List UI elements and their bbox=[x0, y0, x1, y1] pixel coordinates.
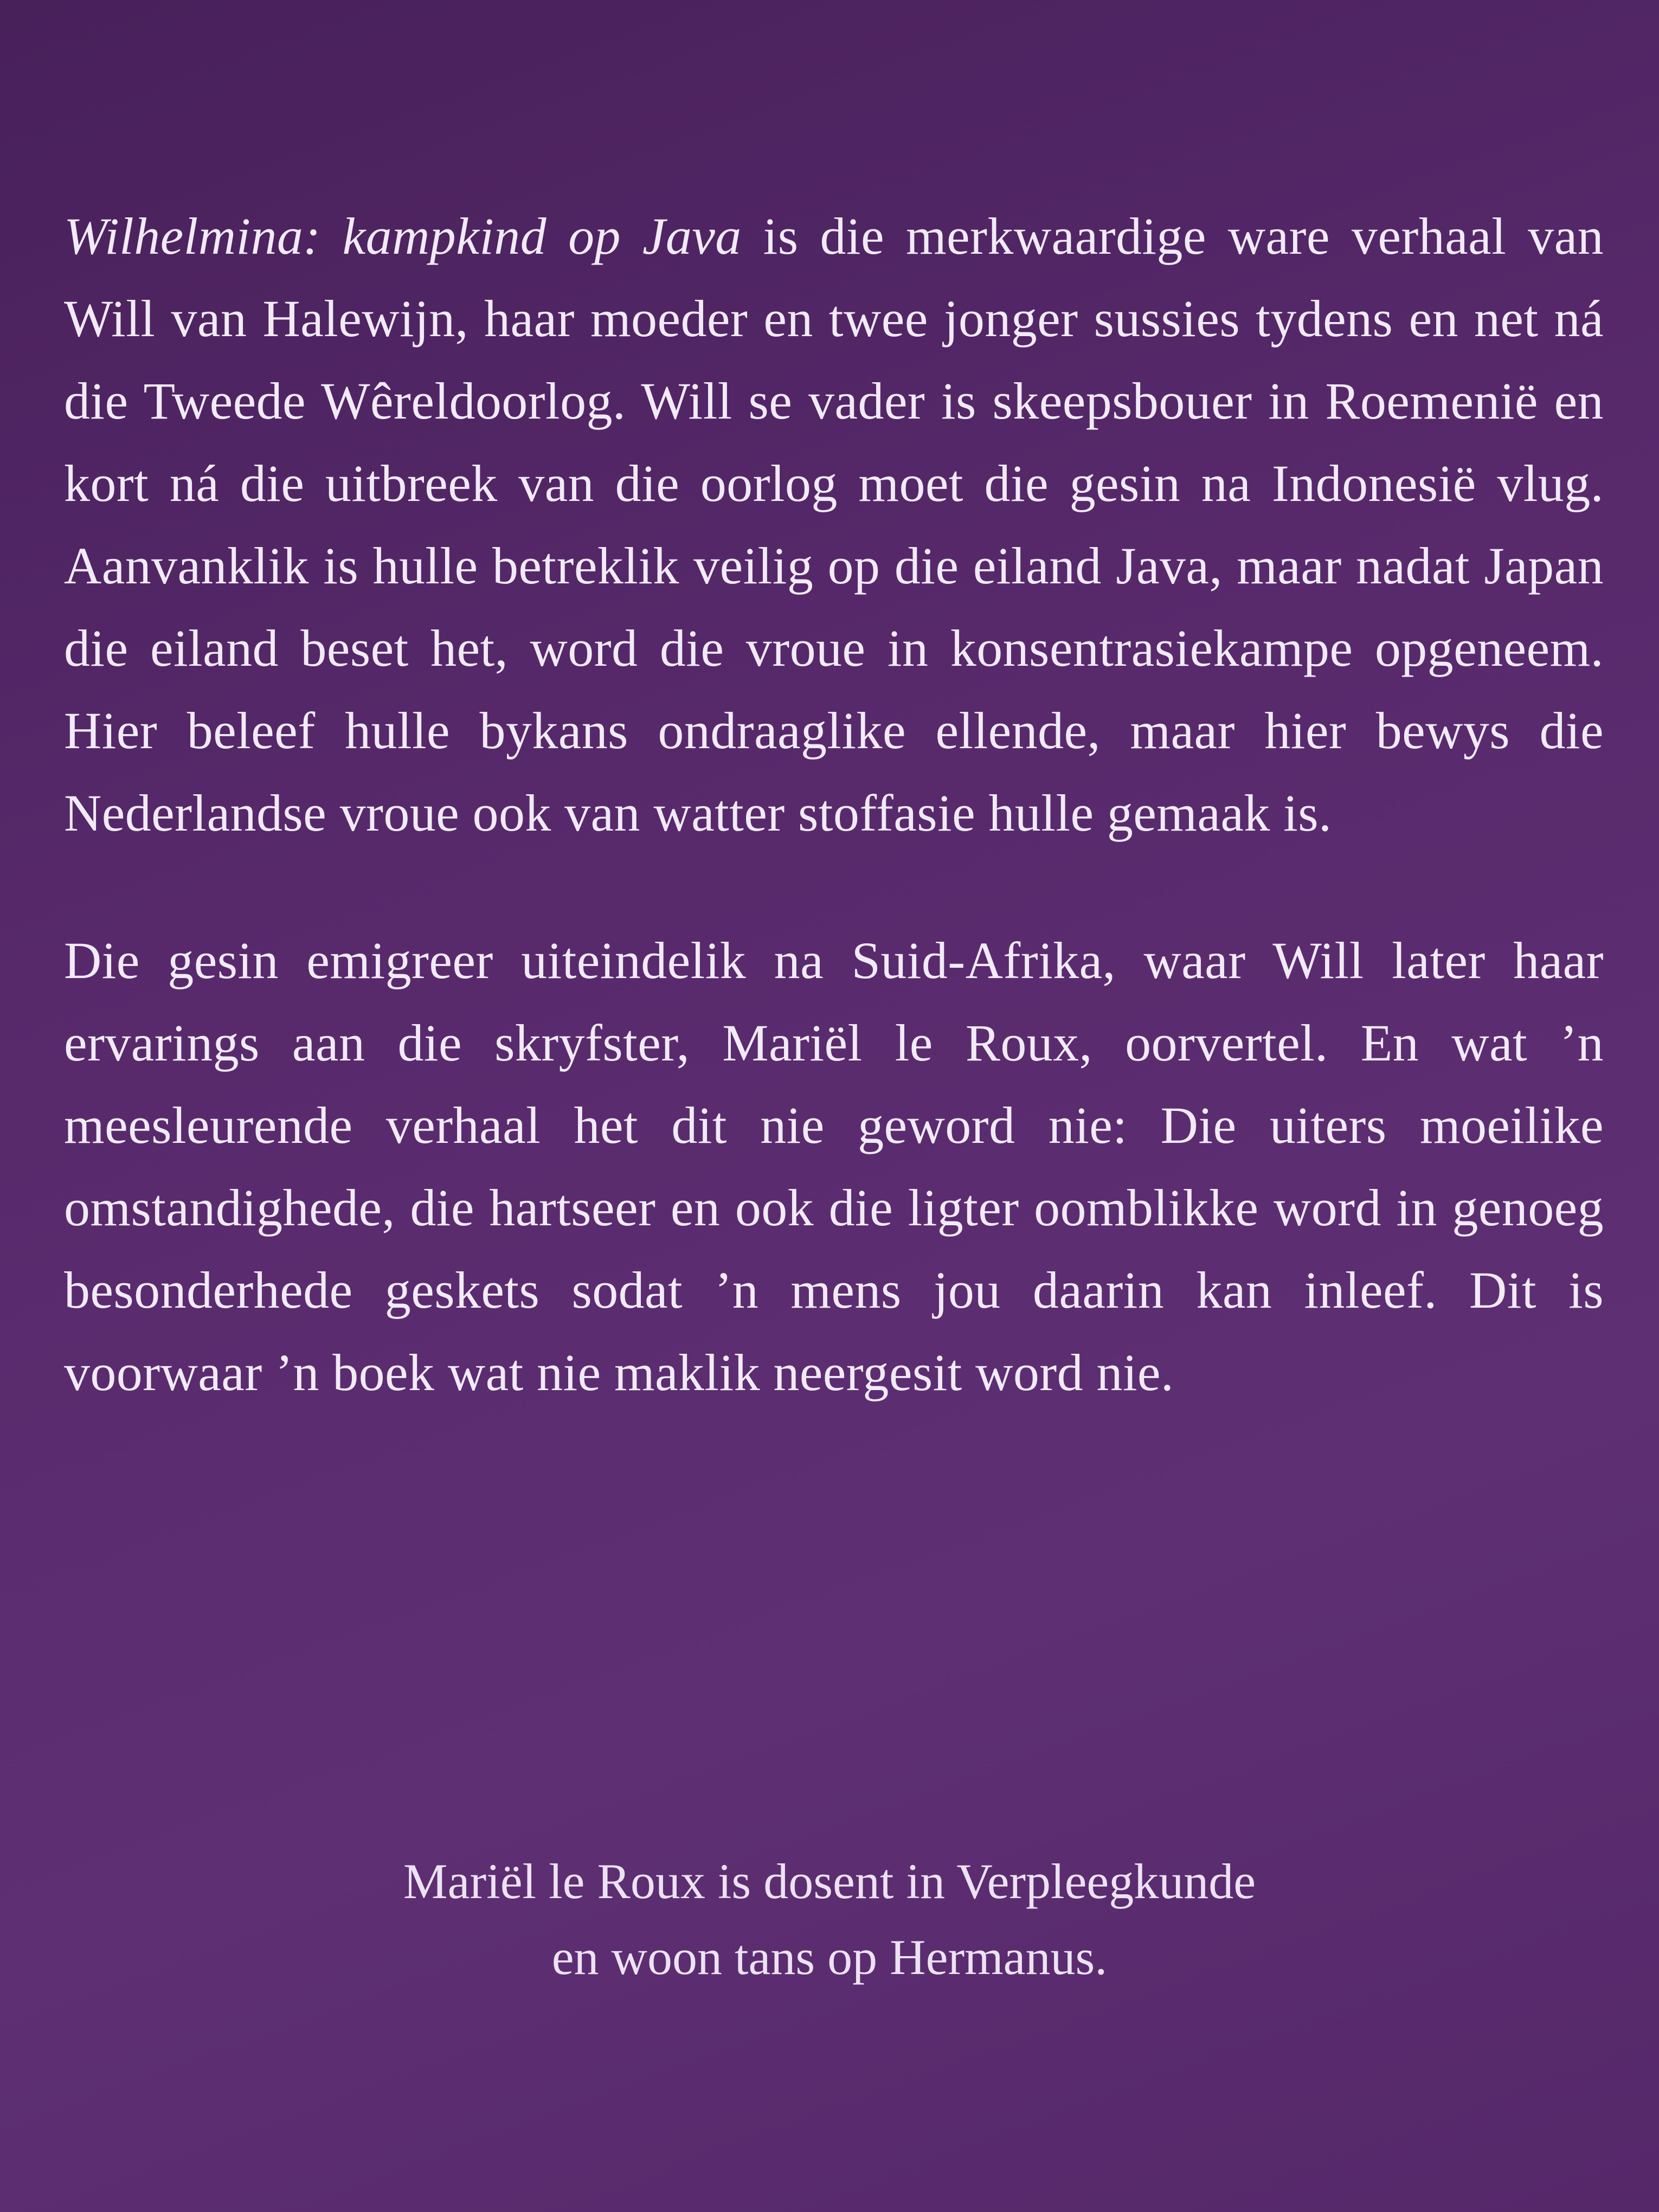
author-bio-line-1: Mariël le Roux is dosent in Verpleegkunde bbox=[403, 1854, 1256, 1909]
author-bio bbox=[0, 1843, 1659, 1995]
blurb-paragraph-1 bbox=[64, 195, 1604, 854]
blurb-paragraph-1-text: is die merkwaardige ware verhaal van Will van Halewijn, haar moeder en twee jonger sussies tydens en net ná die Tweede Wêreldoorlog. Will se vader is skeepsbouer in Roemenië en kort ná die uitbreek van die oorlog moet die gesin na Indonesië vlug. Aanvanklik is hulle betreklik veilig op die eiland Java, maar nadat Japan die eiland beset het, word die vroue in konsentrasiekampe opgeneem. Hier beleef hulle bykans ondraaglike ellende, maar hier bewys die Nederlandse vroue ook van watter stoffasie hulle gemaak is. bbox=[64, 207, 1604, 842]
book-title: Wilhelmina: kampkind op Java bbox=[64, 207, 742, 265]
author-bio-line-2: en woon tans op Hermanus. bbox=[551, 1930, 1108, 1985]
blurb bbox=[64, 195, 1604, 1414]
blurb-paragraph-2: Die gesin emigreer uiteindelik na Suid-Afrika, waar Will later haar ervarings aan die skryfster, Mariël le Roux, oorvertel. En wat ’n meesleurende verhaal het dit nie geword nie: Die uiters moeilike omstandighede, die hartseer en ook die ligter oomblikke word in genoeg besonderhede geskets sodat ’n mens jou daarin kan inleef. Dit is voorwaar ’n boek wat nie maklik neergesit word nie. bbox=[64, 931, 1604, 1401]
